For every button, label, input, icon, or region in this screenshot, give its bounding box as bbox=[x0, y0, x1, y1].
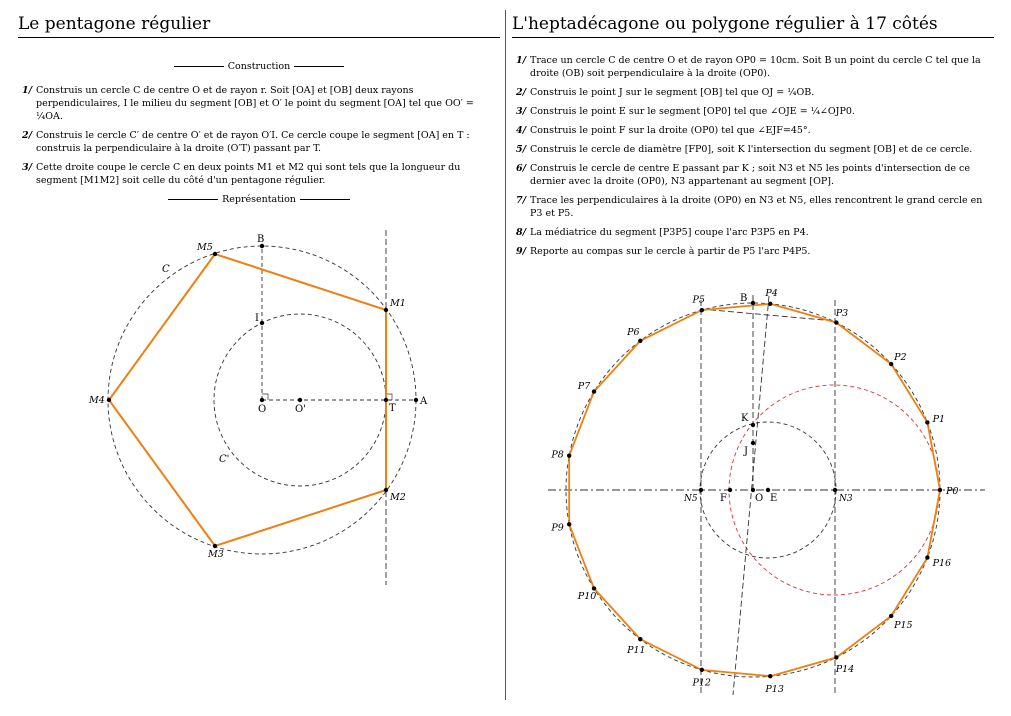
label-p7: P7 bbox=[577, 381, 591, 393]
step-text: Construis le point E sur le segment [OP0] tel que ∠OJE = ¼∠OJP0. bbox=[530, 106, 855, 117]
vertex-p16 bbox=[925, 555, 929, 559]
step-text: Construis le point J sur le segment [OB] tel que OJ = ¼OB. bbox=[530, 87, 815, 98]
step-number: 4/ bbox=[516, 125, 527, 136]
label-p16: P16 bbox=[932, 557, 952, 569]
step-text: Construis un cercle C de centre O et de rayon r. Soit [OA] et [OB] deux rayons perpendiculaires, I le milieu du segment [OB] et O′ le point du segment [OA] tel que OO′ = ¼OA. bbox=[36, 85, 474, 122]
label-p5: P5 bbox=[692, 294, 705, 306]
vertex-p7 bbox=[592, 389, 596, 393]
vertex-p8 bbox=[567, 453, 571, 457]
step-text: Construis le cercle C′ de centre O′ et de rayon O′I. Ce cercle coupe le segment [OA] en T : construis la perpendiculaire à la droite (O′T) passant par T. bbox=[36, 130, 470, 154]
step-number: 3/ bbox=[516, 106, 527, 117]
step-text: Trace les perpendiculaires à la droite (OP0) en N3 et N5, elles rencontrent le grand cercle en P3 et P5. bbox=[530, 195, 983, 219]
construction-points bbox=[699, 301, 837, 492]
vertex-p9 bbox=[567, 522, 571, 526]
label-k: K bbox=[741, 413, 749, 424]
section-representation-label: Représentation bbox=[222, 194, 296, 205]
label-p4: P4 bbox=[765, 287, 778, 299]
step-number: 5/ bbox=[516, 144, 527, 155]
label-b: B bbox=[740, 293, 748, 304]
label-p12: P12 bbox=[692, 677, 711, 689]
label-j: J bbox=[744, 446, 749, 457]
pentagon-title: Le pentagone régulier bbox=[18, 14, 211, 34]
label-p9: P9 bbox=[551, 522, 564, 534]
vertex-p2 bbox=[889, 362, 893, 366]
point-k bbox=[751, 423, 755, 427]
vertex-p13 bbox=[768, 674, 772, 678]
label-p0: P0 bbox=[946, 486, 959, 497]
point-j bbox=[751, 441, 755, 445]
label-p8: P8 bbox=[551, 449, 564, 461]
label-p14: P14 bbox=[835, 664, 855, 676]
label-p10: P10 bbox=[577, 590, 597, 602]
vertex-p0 bbox=[938, 488, 942, 492]
point-o bbox=[751, 488, 755, 492]
point-b bbox=[751, 301, 755, 305]
label-p15: P15 bbox=[894, 620, 913, 632]
vertex-p14 bbox=[834, 655, 838, 659]
step-number: 2/ bbox=[22, 130, 33, 141]
step-number: 1/ bbox=[516, 55, 527, 66]
label-p2: P2 bbox=[894, 351, 907, 363]
label-o: O bbox=[258, 404, 267, 415]
label-p6: P6 bbox=[627, 327, 640, 339]
point-f bbox=[728, 488, 732, 492]
vertex-p12 bbox=[700, 668, 704, 672]
step-number: 2/ bbox=[516, 87, 527, 98]
label-n5: N5 bbox=[684, 494, 698, 504]
step-text: La médiatrice du segment [P3P5] coupe l'arc P3P5 en P4. bbox=[530, 227, 809, 238]
label-circle-c: C bbox=[162, 264, 170, 275]
label-p13: P13 bbox=[765, 684, 784, 696]
vertex-p4 bbox=[768, 302, 772, 306]
label-n3: N3 bbox=[839, 494, 853, 504]
label-e: E bbox=[770, 493, 778, 504]
step-number: 9/ bbox=[516, 246, 527, 257]
label-f: F bbox=[720, 493, 727, 504]
step-text: Cette droite coupe le cercle C en deux points M1 et M2 qui sont tels que la longueur du segment [M1M2] soit celle du côté d'un pentagone régulier. bbox=[36, 162, 461, 186]
point-n3 bbox=[833, 488, 837, 492]
label-m2: M2 bbox=[390, 492, 406, 503]
heptadecagon-title: L'heptadécagone ou polygone régulier à 17 côtés bbox=[512, 14, 938, 34]
point-n5 bbox=[699, 488, 703, 492]
label-m4: M4 bbox=[89, 395, 105, 406]
label-o-prime: O' bbox=[295, 404, 306, 415]
section-construction-label: Construction bbox=[227, 61, 291, 72]
vertex-p3 bbox=[834, 320, 838, 324]
label-p3: P3 bbox=[835, 307, 849, 319]
step-number: 1/ bbox=[22, 85, 33, 96]
label-o: O bbox=[755, 493, 764, 504]
label-m3: M3 bbox=[208, 549, 224, 560]
step-number: 8/ bbox=[516, 227, 527, 238]
bisector-p3p5 bbox=[733, 296, 769, 695]
vertex-p5 bbox=[700, 308, 704, 312]
construction-labels bbox=[683, 293, 853, 504]
label-t: T bbox=[389, 403, 396, 414]
step-number: 3/ bbox=[22, 162, 33, 173]
vertex-p6 bbox=[638, 339, 642, 343]
vertex-p1 bbox=[925, 420, 929, 424]
step-number: 6/ bbox=[516, 163, 527, 174]
vertex-p15 bbox=[889, 614, 893, 618]
step-text: Reporte au compas sur le cercle à partir de P5 l'arc P4P5. bbox=[530, 246, 811, 257]
label-p1: P1 bbox=[932, 414, 946, 426]
label-m5: M5 bbox=[197, 242, 213, 253]
point-e bbox=[766, 488, 770, 492]
label-p11: P11 bbox=[627, 644, 646, 656]
step-number: 7/ bbox=[516, 195, 527, 206]
label-m1: M1 bbox=[390, 298, 406, 309]
label-b: B bbox=[257, 234, 265, 245]
vertex-p11 bbox=[638, 637, 642, 641]
label-circle-c-prime: C' bbox=[219, 454, 230, 465]
step-text: Trace un cercle C de centre O et de rayon OP0 = 10cm. Soit B un point du cercle C tel que la droite (OB) soit perpendiculaire à la droite (OP0). bbox=[530, 55, 981, 79]
step-text: Construis le cercle de diamètre [FP0], soit K l'intersection du segment [OB] et de ce cercle. bbox=[530, 144, 973, 155]
label-i: I bbox=[255, 313, 259, 324]
step-text: Construis le cercle de centre E passant par K ; soit N3 et N5 les points d'intersection de ce dernier avec la droite (OP0), N3 appartenant au segment [OP]. bbox=[530, 163, 970, 187]
label-a: A bbox=[420, 396, 428, 407]
step-text: Construis le point F sur la droite (OP0) tel que ∠EJF=45°. bbox=[530, 125, 811, 136]
